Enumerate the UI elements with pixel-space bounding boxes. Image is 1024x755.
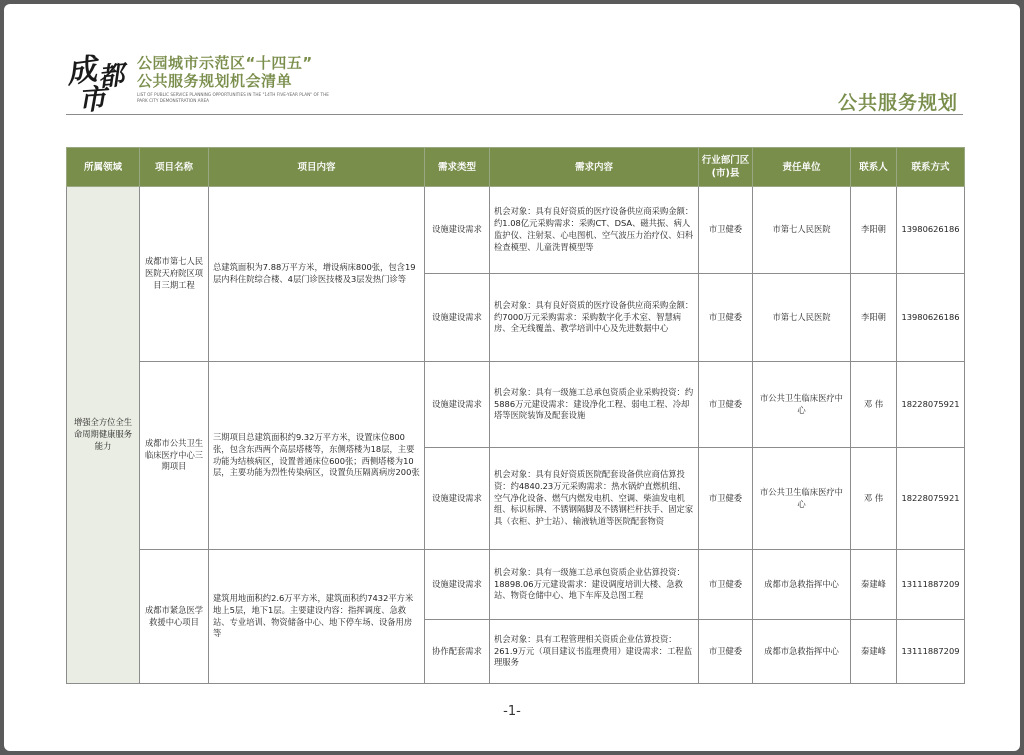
- department-cell: 市卫健委: [699, 362, 753, 448]
- title-block: [137, 54, 337, 104]
- department-cell: 市卫健委: [699, 550, 753, 620]
- header-cell: 项目内容: [209, 148, 425, 187]
- demand-content-cell: 机会对象：具有一级施工总承包资质企业采购投资：约5886万元建设需求：建设净化工程、弱电工程、冷却塔等医院装饰及配套设施: [490, 362, 699, 448]
- page-number: -1-: [503, 704, 521, 719]
- demand-content-cell: 机会对象：具有良好资质的医疗设备供应商采购金额：约1.08亿元采购需求：采购CT、DSA、磁共振、病人监护仪、注射泵、心电图机、空气波压力治疗仪、妇科检查模型、儿童洗胃模型等: [490, 187, 699, 274]
- phone-cell: 13980626186: [897, 187, 965, 274]
- demand-content-cell: 机会对象：具有一级施工总承包资质企业估算投资：18898.06万元建设需求：建设调度培训大楼、急救站、物资仓储中心、地下车库及总图工程: [490, 550, 699, 620]
- header-cell: 需求类型: [425, 148, 490, 187]
- phone-cell: 18228075921: [897, 448, 965, 550]
- header-cell: 需求内容: [490, 148, 699, 187]
- responsible-unit-cell: 市第七人民医院: [753, 187, 851, 274]
- contact-person-cell: 邓 伟: [851, 448, 897, 550]
- demand-type-cell: 协作配套需求: [425, 620, 490, 684]
- header-cell: 联系人: [851, 148, 897, 187]
- header-cell: 所属领域: [67, 148, 140, 187]
- document-subtitle: LIST OF PUBLIC SERVICE PLANNING OPPORTUNITIES IN THE "14TH FIVE-YEAR PLAN" OF THE PARK CITY DEMONSTRATION AREA: [137, 92, 329, 103]
- table-row: [67, 362, 965, 448]
- department-cell: 市卫健委: [699, 620, 753, 684]
- project-content-cell: 总建筑面积为7.88万平方米，增设病床800张，包含19层内科住院综合楼、4层门诊医技楼及3层发热门诊等: [209, 187, 425, 362]
- contact-person-cell: 李阳朝: [851, 274, 897, 362]
- responsible-unit-cell: 成都市急救指挥中心: [753, 550, 851, 620]
- chengdu-logo: 成 都 市: [64, 52, 126, 117]
- project-name-cell: 成都市第七人民医院天府院区项目三期工程: [140, 187, 209, 362]
- demand-type-cell: 设施建设需求: [425, 274, 490, 362]
- contact-person-cell: 秦建峰: [851, 620, 897, 684]
- opportunity-table: [66, 147, 965, 684]
- contact-person-cell: 李阳朝: [851, 187, 897, 274]
- demand-type-cell: 设施建设需求: [425, 187, 490, 274]
- project-content-cell: 三期项目总建筑面积约9.32万平方米，设置床位800张，包含东西两个高层塔楼等，东侧塔楼为18层，主要功能为结核病区，设置普通床位600张；西侧塔楼为10层，主要功能为烈性传染病区，设置负压隔离病房200张: [209, 362, 425, 550]
- demand-content-cell: 机会对象：具有工程管理相关资质企业估算投资：261.9万元（项目建议书监理费用）建设需求：工程监理服务: [490, 620, 699, 684]
- section-title: 公共服务规划: [837, 92, 958, 114]
- responsible-unit-cell: 市第七人民医院: [753, 274, 851, 362]
- contact-person-cell: 秦建峰: [851, 550, 897, 620]
- header-cell: 联系方式: [897, 148, 965, 187]
- department-cell: 市卫健委: [699, 274, 753, 362]
- table-row: [67, 187, 965, 274]
- responsible-unit-cell: 市公共卫生临床医疗中心: [753, 362, 851, 448]
- responsible-unit-cell: 市公共卫生临床医疗中心: [753, 448, 851, 550]
- header-cell: 责任单位: [753, 148, 851, 187]
- demand-type-cell: 设施建设需求: [425, 362, 490, 448]
- project-name-cell: 成都市紧急医学救援中心项目: [140, 550, 209, 684]
- project-name-cell: 成都市公共卫生临床医疗中心三期项目: [140, 362, 209, 550]
- demand-content-cell: 机会对象：具有良好资质的医疗设备供应商采购金额：约7000万元采购需求：采购数字化手术室、智慧病房、全无线覆盖、教学培训中心及先进数据中心: [490, 274, 699, 362]
- contact-person-cell: 邓 伟: [851, 362, 897, 448]
- document-title-line2: 公共服务规划机会清单: [137, 72, 293, 90]
- header-cell: 行业部门区(市)县: [699, 148, 753, 187]
- responsible-unit-cell: 成都市急救指挥中心: [753, 620, 851, 684]
- demand-content-cell: 机会对象：具有良好资质医院配套设备供应商估算投资：约4840.23万元采购需求：热水锅炉直燃机组、空气净化设备、燃气内燃发电机、空调、柴油发电机组、标识标牌、不锈钢隔脚及不锈钢栏杆扶手、固定家具（衣柜、护士站）、输液轨道等医院配套物资: [490, 448, 699, 550]
- field-cell: 增强全方位全生命周期健康服务能力: [67, 187, 140, 684]
- department-cell: 市卫健委: [699, 187, 753, 274]
- table-row: [67, 550, 965, 620]
- document-title-line1: 公园城市示范区“十四五”: [137, 54, 313, 72]
- phone-cell: 13980626186: [897, 274, 965, 362]
- project-content-cell: 建筑用地面积约2.6万平方米，建筑面积约7432平方米地上5层，地下1层。主要建设内容：指挥调度、急救站、专业培训、物资储备中心、地下停车场、设备用房等: [209, 550, 425, 684]
- demand-type-cell: 设施建设需求: [425, 550, 490, 620]
- phone-cell: 18228075921: [897, 362, 965, 448]
- phone-cell: 13111887209: [897, 620, 965, 684]
- phone-cell: 13111887209: [897, 550, 965, 620]
- header-divider: [66, 114, 963, 115]
- table-header-row: [67, 148, 965, 187]
- department-cell: 市卫健委: [699, 448, 753, 550]
- header-cell: 项目名称: [140, 148, 209, 187]
- document-page: [4, 4, 1020, 751]
- demand-type-cell: 设施建设需求: [425, 448, 490, 550]
